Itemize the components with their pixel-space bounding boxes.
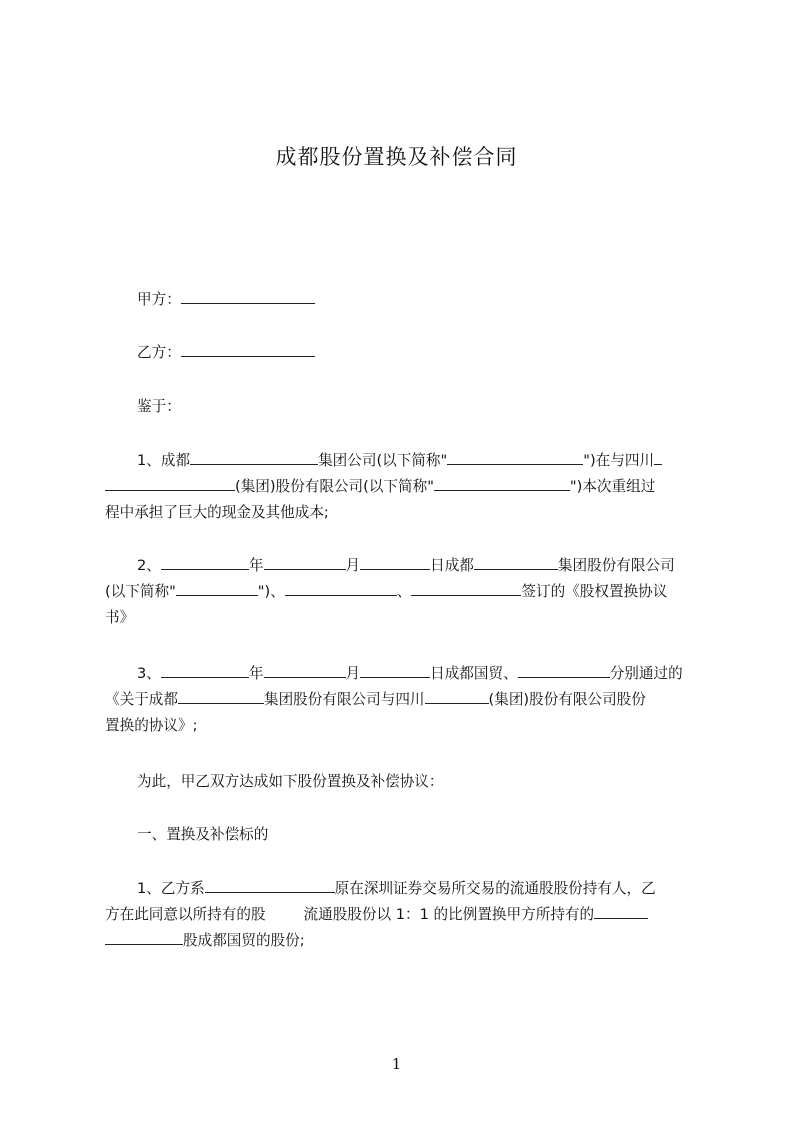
month-blank[interactable] (264, 662, 346, 678)
clause-text: 2、 (137, 557, 161, 574)
clause-text: 集团股份有限公司与四川 (263, 691, 425, 708)
blank-field[interactable] (176, 580, 258, 596)
clause-text: 集团公司(以下简称" (318, 452, 448, 469)
blank-field[interactable] (434, 475, 570, 491)
whereas-heading (105, 394, 703, 420)
party-b-label: 乙方： (137, 344, 181, 361)
clause-text: 分别通过的 (609, 665, 683, 682)
year-blank[interactable] (161, 662, 249, 678)
day-blank[interactable] (360, 662, 430, 678)
section-1-heading (105, 822, 703, 848)
clause-text: (集团)股份有限公司股份 (488, 691, 646, 708)
clause-text: (集团)股份有限公司(以下简称" (235, 478, 434, 495)
blank-field[interactable] (205, 877, 335, 893)
party-b-blank[interactable] (181, 341, 315, 357)
party-a-line (105, 287, 703, 313)
blank-field[interactable] (474, 554, 558, 570)
clause-text: 书》 (105, 609, 135, 626)
blank-field[interactable] (178, 688, 264, 704)
agreement-intro-text: 为此，甲乙双方达成如下股份置换及补偿协议： (137, 773, 444, 790)
clause-text: 日成都 (430, 557, 474, 574)
clause-text: (以下简称" (105, 583, 176, 600)
clause-text: 月 (345, 665, 361, 682)
clause-text: 1、成都 (137, 452, 191, 469)
clause-text: 原在深圳证券交易所交易的流通股股份持有人，乙 (334, 880, 656, 897)
whereas-clause-3 (105, 661, 703, 739)
clause-text: 3、 (137, 665, 161, 682)
clause-text: 流通股股份以 1：1 的比例置换甲方所持有的 (303, 906, 595, 923)
clause-text: 股成都国贸的股份; (183, 932, 305, 949)
clause-text: 月 (345, 557, 361, 574)
whereas-heading-text: 鉴于： (137, 398, 181, 415)
month-blank[interactable] (264, 554, 346, 570)
party-b-line (105, 340, 703, 366)
clause-text: ")、 (257, 583, 285, 600)
agreement-intro (105, 769, 703, 795)
clause-text: 置换的协议》; (105, 717, 198, 734)
blank-field[interactable] (518, 662, 610, 678)
clause-text: 《关于成都 (105, 691, 178, 708)
clause-text: 、 (396, 583, 412, 600)
section-1-clause-1 (105, 876, 703, 954)
clause-text: 年 (248, 665, 264, 682)
blank-field[interactable] (447, 449, 583, 465)
clause-text: 集团股份有限公司 (557, 557, 675, 574)
blank-field[interactable] (105, 475, 235, 491)
blank-field[interactable] (285, 580, 397, 596)
blank-field[interactable] (190, 449, 318, 465)
year-blank[interactable] (161, 554, 249, 570)
clause-text: 签订的《股权置换协议 (521, 583, 668, 600)
clause-text: 年 (248, 557, 264, 574)
blank-field[interactable] (654, 449, 662, 465)
day-blank[interactable] (360, 554, 430, 570)
clause-text: 1、乙方系 (137, 880, 205, 897)
blank-field[interactable] (105, 929, 183, 945)
clause-text: 方在此同意以所持有的股 (105, 906, 266, 923)
page-number: 1 (391, 1055, 402, 1073)
clause-text: ")本次重组过 (569, 478, 656, 495)
blank-field[interactable] (411, 580, 521, 596)
whereas-clause-1 (105, 448, 703, 526)
clause-text: ")在与四川 (583, 452, 655, 469)
party-a-blank[interactable] (181, 288, 315, 304)
party-a-label: 甲方： (137, 291, 181, 308)
document-title: 成都股份置换及补偿合同 (275, 145, 518, 169)
clause-text: 日成都国贸、 (430, 665, 518, 682)
blank-field[interactable] (425, 688, 489, 704)
clause-text: 程中承担了巨大的现金及其他成本; (105, 504, 329, 521)
section-heading-text: 一、置换及补偿标的 (137, 826, 269, 843)
blank-field[interactable] (594, 903, 648, 919)
whereas-clause-2 (105, 553, 703, 631)
